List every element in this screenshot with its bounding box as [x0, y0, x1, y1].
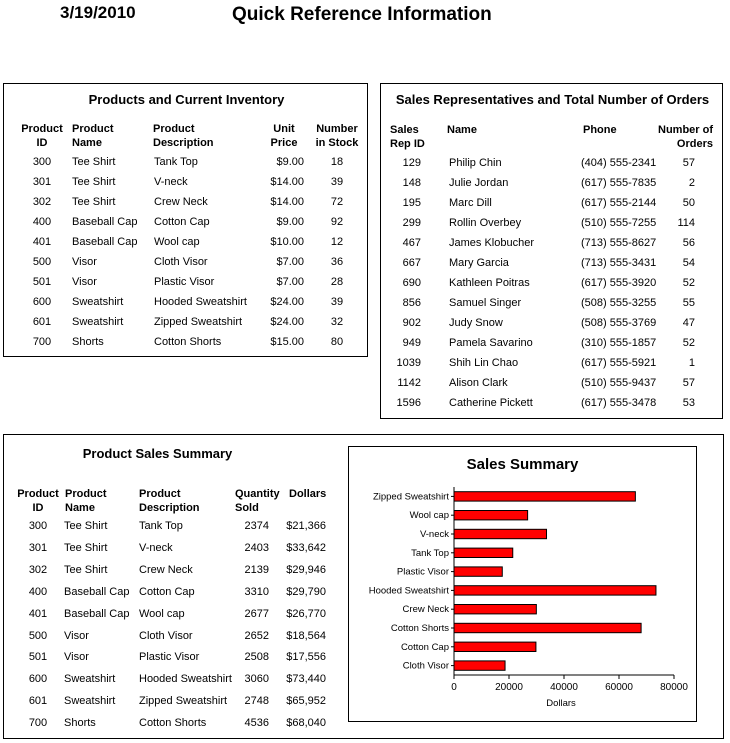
rep-row-orders: 55: [682, 297, 695, 309]
rep-row-name: Judy Snow: [449, 317, 503, 329]
summary-row-id: 301: [28, 541, 48, 554]
rep-row-name: Marc Dill: [449, 197, 492, 209]
inventory-header-price: Unit Price: [270, 123, 298, 149]
inventory-row-id: 301: [32, 176, 52, 188]
inventory-row-stock: 36: [330, 256, 344, 268]
summary-row-desc: Plastic Visor: [139, 651, 200, 664]
rep-row-id: 129: [402, 157, 421, 169]
rep-row-orders: 57: [682, 377, 695, 389]
chart-x-tick-label: 60000: [605, 682, 633, 693]
inventory-row-desc: Tank Top: [154, 156, 198, 168]
summary-row-name: Tee Shirt: [64, 541, 108, 554]
rep-row-orders: 52: [682, 337, 695, 349]
inventory-row-id: 601: [32, 316, 52, 328]
report-title: Quick Reference Information: [232, 4, 492, 25]
chart-x-tick-label: 20000: [495, 682, 523, 693]
summary-row-qty: 2139: [244, 563, 269, 576]
rep-row-phone: (508) 555-3769: [581, 317, 657, 329]
summary-row-desc: Tank Top: [139, 520, 183, 532]
inventory-row-price: $14.00: [270, 196, 304, 208]
summary-row-dollars: $29,790: [286, 585, 326, 598]
chart-bar: [454, 492, 635, 501]
summary-row-qty: 2374: [244, 520, 269, 532]
inventory-row-desc: Crew Neck: [154, 196, 208, 208]
summary-row-name: Baseball Cap: [64, 607, 130, 620]
inventory-row-name: Baseball Cap: [72, 216, 138, 228]
rep-row-phone: (510) 555-7255: [581, 217, 657, 229]
rep-row-name: Shih Lin Chao: [449, 357, 519, 369]
chart-x-tick-label: 40000: [550, 682, 578, 693]
reps-header-phone: Phone: [583, 124, 617, 136]
inventory-row-name: Visor: [72, 276, 97, 288]
inventory-row-desc: Hooded Sweatshirt: [154, 296, 247, 308]
chart-category-label: Plastic Visor: [396, 566, 449, 578]
sales-chart-plot: [349, 447, 696, 721]
summary-row-desc: Cloth Visor: [139, 629, 193, 642]
summary-row-name: Sweatshirt: [64, 695, 116, 708]
summary-row-dollars: $21,366: [286, 520, 326, 532]
inventory-row-name: Visor: [72, 256, 97, 268]
chart-x-tick-label: 80000: [660, 682, 688, 693]
rep-row-orders: 2: [688, 177, 695, 189]
inventory-row-price: $10.00: [270, 236, 304, 248]
inventory-header-id: Product ID: [21, 123, 63, 149]
inventory-row-price: $15.00: [270, 336, 304, 348]
inventory-row-id: 700: [32, 336, 52, 348]
summary-row-name: Visor: [64, 629, 89, 642]
inventory-row-price: $14.00: [270, 176, 304, 188]
rep-row-name: Catherine Pickett: [449, 397, 533, 409]
inventory-row-stock: 80: [330, 336, 344, 348]
inventory-row-id: 300: [32, 156, 52, 168]
inventory-row-stock: 18: [330, 156, 344, 168]
inventory-row-name: Sweatshirt: [72, 296, 124, 308]
rep-row-id: 667: [402, 257, 421, 269]
rep-row-phone: (617) 555-7835: [581, 177, 657, 189]
summary-row-dollars: $65,952: [286, 695, 326, 708]
rep-row-name: Mary Garcia: [449, 257, 509, 269]
chart-bar: [454, 567, 502, 576]
summary-row-desc: Zipped Sweatshirt: [139, 695, 228, 708]
rep-row-id: 902: [402, 317, 421, 329]
rep-row-name: Julie Jordan: [449, 177, 509, 189]
summary-header-id: Product ID: [17, 488, 59, 514]
summary-row-name: Tee Shirt: [64, 520, 108, 532]
rep-row-orders: 114: [677, 217, 695, 229]
inventory-row-name: Tee Shirt: [72, 196, 116, 208]
summary-row-dollars: $68,040: [286, 717, 326, 730]
summary-row-qty: 2677: [244, 607, 269, 620]
summary-header-qty: Quantity Sold: [235, 488, 280, 514]
rep-row-id: 195: [402, 197, 421, 209]
inventory-row-price: $7.00: [276, 256, 304, 268]
rep-row-phone: (617) 555-5921: [581, 357, 657, 369]
rep-row-orders: 54: [682, 257, 695, 269]
inventory-row-stock: 12: [330, 236, 344, 248]
inventory-row-name: Tee Shirt: [72, 156, 116, 168]
summary-row-id: 601: [28, 695, 48, 708]
summary-row-desc: Wool cap: [139, 607, 185, 620]
rep-row-id: 690: [402, 277, 421, 289]
summary-row-id: 401: [28, 607, 48, 620]
chart-bar: [454, 511, 528, 520]
rep-row-phone: (713) 555-8627: [581, 237, 657, 249]
rep-row-id: 299: [402, 217, 421, 229]
rep-row-id: 856: [402, 297, 421, 309]
rep-row-orders: 52: [682, 277, 695, 289]
chart-bar: [454, 605, 536, 614]
summary-header-dollars: Dollars: [289, 488, 327, 500]
summary-row-name: Baseball Cap: [64, 585, 130, 598]
inventory-row-desc: Cotton Cap: [154, 216, 210, 228]
rep-row-phone: (617) 555-2144: [581, 197, 657, 209]
inventory-row-id: 500: [32, 256, 52, 268]
inventory-row-name: Tee Shirt: [72, 176, 116, 188]
summary-row-qty: 3310: [244, 585, 269, 598]
chart-category-label: Cloth Visor: [402, 660, 449, 672]
summary-row-desc: V-neck: [139, 541, 173, 554]
inventory-row-id: 400: [32, 216, 52, 228]
rep-row-name: Rollin Overbey: [449, 217, 522, 229]
inventory-row-name: Shorts: [72, 336, 104, 348]
summary-row-id: 400: [28, 585, 48, 598]
inventory-row-id: 600: [32, 296, 52, 308]
chart-bar: [454, 642, 536, 651]
summary-row-id: 300: [28, 520, 48, 532]
summary-row-id: 700: [28, 717, 48, 730]
summary-row-dollars: $17,556: [286, 651, 326, 664]
inventory-row-price: $24.00: [270, 316, 304, 328]
inventory-row-desc: Zipped Sweatshirt: [154, 316, 243, 328]
rep-row-phone: (713) 555-3431: [581, 257, 657, 269]
summary-row-dollars: $26,770: [286, 607, 326, 620]
inventory-row-name: Baseball Cap: [72, 236, 138, 248]
reps-header-orders: Number of Orders: [658, 124, 713, 150]
reps-header-id: Sales Rep ID: [390, 124, 425, 150]
summary-row-qty: 2508: [244, 651, 269, 664]
inventory-title: Products and Current Inventory: [88, 92, 285, 107]
inventory-panel: [3, 83, 368, 357]
rep-row-id: 148: [402, 177, 421, 189]
inventory-row-desc: Wool cap: [154, 236, 200, 248]
inventory-row-stock: 39: [330, 176, 344, 188]
inventory-row-desc: Cloth Visor: [154, 256, 208, 268]
summary-row-id: 500: [28, 629, 48, 642]
chart-bar: [454, 529, 547, 538]
rep-row-phone: (617) 555-3920: [581, 277, 657, 289]
summary-row-qty: 3060: [244, 673, 269, 686]
summary-row-name: Visor: [64, 651, 89, 664]
summary-row-desc: Cotton Shorts: [139, 717, 207, 730]
rep-row-id: 1142: [397, 377, 421, 389]
chart-category-label: Cotton Cap: [400, 641, 449, 653]
rep-row-orders: 47: [682, 317, 695, 329]
rep-row-id: 949: [402, 337, 421, 349]
inventory-row-name: Sweatshirt: [72, 316, 124, 328]
reps-panel: [380, 83, 723, 419]
chart-bar: [454, 586, 656, 595]
rep-row-name: Philip Chin: [449, 157, 502, 169]
chart-category-label: Tank Top: [411, 547, 449, 559]
inventory-row-stock: 72: [330, 196, 344, 208]
summary-row-qty: 2748: [244, 695, 269, 708]
summary-row-name: Sweatshirt: [64, 673, 116, 686]
rep-row-orders: 53: [682, 397, 695, 409]
rep-row-name: James Klobucher: [449, 237, 534, 249]
chart-category-label: Hooded Sweatshirt: [368, 585, 449, 597]
chart-x-axis-label: Dollars: [546, 698, 576, 709]
rep-row-phone: (508) 555-3255: [581, 297, 657, 309]
chart-bar: [454, 623, 641, 632]
summary-row-dollars: $18,564: [286, 629, 326, 642]
chart-category-label: Crew Neck: [402, 604, 449, 616]
summary-row-dollars: $73,440: [286, 673, 326, 686]
chart-category-label: Cotton Shorts: [390, 623, 449, 634]
rep-row-id: 1596: [396, 397, 421, 409]
inventory-row-price: $9.00: [276, 156, 304, 168]
summary-row-desc: Crew Neck: [139, 563, 193, 576]
inventory-row-id: 501: [32, 276, 52, 288]
summary-row-desc: Hooded Sweatshirt: [139, 673, 232, 686]
rep-row-phone: (310) 555-1857: [581, 337, 657, 349]
summary-row-id: 501: [28, 651, 48, 664]
inventory-row-id: 302: [32, 196, 52, 208]
summary-row-dollars: $33,642: [286, 541, 326, 554]
inventory-row-desc: Cotton Shorts: [154, 336, 222, 348]
chart-bar: [454, 661, 505, 670]
rep-row-phone: (617) 555-3478: [581, 397, 657, 409]
inventory-row-desc: V-neck: [154, 176, 188, 188]
rep-row-id: 467: [402, 237, 421, 249]
chart-title: Sales Summary: [466, 456, 579, 473]
summary-row-id: 600: [28, 673, 48, 686]
summary-header-desc: Product Description: [139, 488, 200, 514]
rep-row-phone: (404) 555-2341: [581, 157, 657, 169]
summary-row-qty: 2652: [244, 629, 269, 642]
summary-row-qty: 4536: [244, 717, 269, 730]
inventory-header-name: Product Name: [72, 123, 114, 149]
rep-row-orders: 56: [682, 237, 695, 249]
rep-row-phone: (510) 555-9437: [581, 377, 657, 389]
rep-row-name: Alison Clark: [449, 377, 508, 389]
inventory-row-desc: Plastic Visor: [154, 276, 215, 288]
inventory-row-stock: 32: [330, 316, 344, 328]
chart-category-label: Zipped Sweatshirt: [372, 491, 449, 503]
inventory-row-stock: 92: [330, 216, 344, 228]
report-date: 3/19/2010: [60, 3, 136, 22]
summary-title: Product Sales Summary: [82, 446, 233, 461]
rep-row-orders: 57: [682, 157, 695, 169]
summary-row-desc: Cotton Cap: [139, 585, 195, 598]
rep-row-name: Pamela Savarino: [449, 337, 533, 349]
summary-row-id: 302: [28, 563, 48, 576]
inventory-row-price: $9.00: [276, 216, 304, 228]
rep-row-orders: 50: [682, 197, 695, 209]
summary-row-dollars: $29,946: [286, 563, 326, 576]
summary-row-name: Tee Shirt: [64, 563, 108, 576]
inventory-row-id: 401: [32, 236, 52, 248]
chart-x-tick-label: 0: [451, 682, 457, 693]
chart-category-label: Wool cap: [409, 510, 449, 522]
chart-category-label: V-neck: [419, 529, 449, 540]
rep-row-orders: 1: [688, 357, 695, 369]
rep-row-name: Kathleen Poitras: [449, 277, 530, 289]
rep-row-name: Samuel Singer: [449, 297, 522, 309]
inventory-row-price: $7.00: [276, 276, 304, 288]
inventory-row-price: $24.00: [270, 296, 304, 308]
sales-chart: [348, 446, 697, 722]
inventory-row-stock: 39: [330, 296, 344, 308]
summary-row-qty: 2403: [244, 541, 269, 554]
summary-row-name: Shorts: [64, 717, 96, 730]
summary-panel: [3, 434, 724, 739]
inventory-header-desc: Product Description: [153, 123, 214, 149]
inventory-header-stock: Number in Stock: [315, 123, 359, 149]
summary-header-name: Product Name: [65, 488, 107, 514]
inventory-row-stock: 28: [330, 276, 344, 288]
rep-row-id: 1039: [396, 357, 421, 369]
chart-bar: [454, 548, 513, 557]
reps-title: Sales Representatives and Total Number of Orders: [395, 92, 710, 107]
reps-header-name: Name: [447, 124, 477, 136]
